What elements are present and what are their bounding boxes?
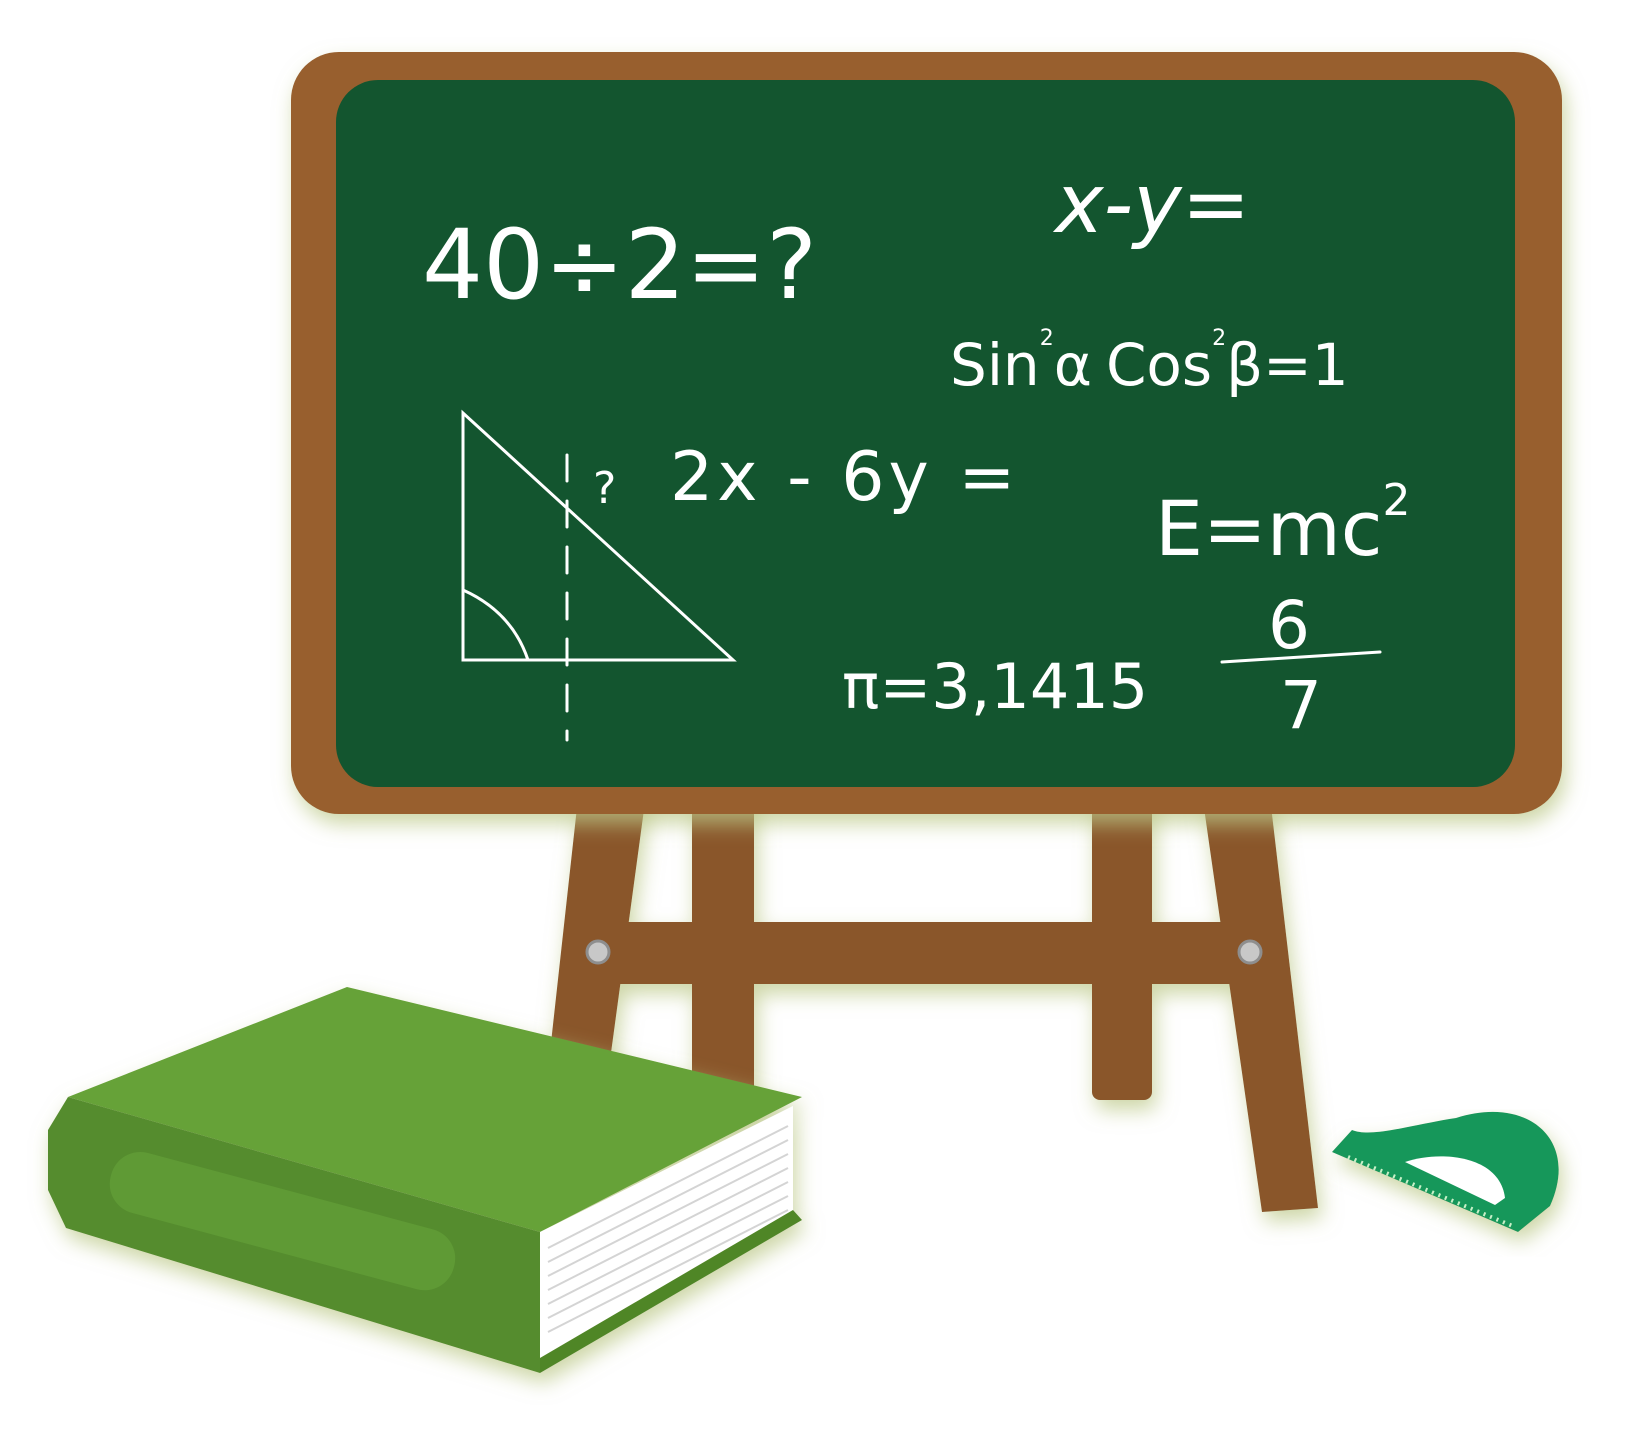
eq-einstein bbox=[1155, 475, 1411, 573]
book bbox=[48, 987, 802, 1373]
eq-division: 40÷2=? bbox=[422, 209, 818, 321]
triangle-question: ? bbox=[593, 463, 617, 514]
einstein-exp: 2 bbox=[1382, 475, 1411, 526]
trig-alpha: α bbox=[1053, 331, 1092, 399]
eq-x-minus-y: x-y= bbox=[1055, 157, 1251, 252]
trig-beta: β bbox=[1226, 331, 1264, 399]
eq-trig bbox=[950, 326, 1349, 399]
einstein-base: E=mc bbox=[1155, 484, 1383, 573]
easel-crossbar bbox=[585, 922, 1235, 984]
trig-cos-exp: 2 bbox=[1212, 326, 1227, 351]
easel-bolt-right bbox=[1239, 941, 1261, 963]
trig-cos: Cos bbox=[1105, 331, 1213, 399]
eq-pi: π=3,1415 bbox=[842, 650, 1149, 723]
eq-linear: 2x - 6y = bbox=[670, 438, 1020, 517]
trig-sin-exp: 2 bbox=[1039, 326, 1054, 351]
trig-rhs: =1 bbox=[1263, 331, 1349, 399]
easel-bolt-left bbox=[587, 941, 609, 963]
fraction-numerator: 6 bbox=[1268, 587, 1310, 664]
protractor bbox=[1332, 1112, 1559, 1232]
easel-right-leg bbox=[1200, 780, 1318, 1212]
fraction-denominator: 7 bbox=[1280, 667, 1322, 744]
trig-sin: Sin bbox=[950, 331, 1040, 399]
